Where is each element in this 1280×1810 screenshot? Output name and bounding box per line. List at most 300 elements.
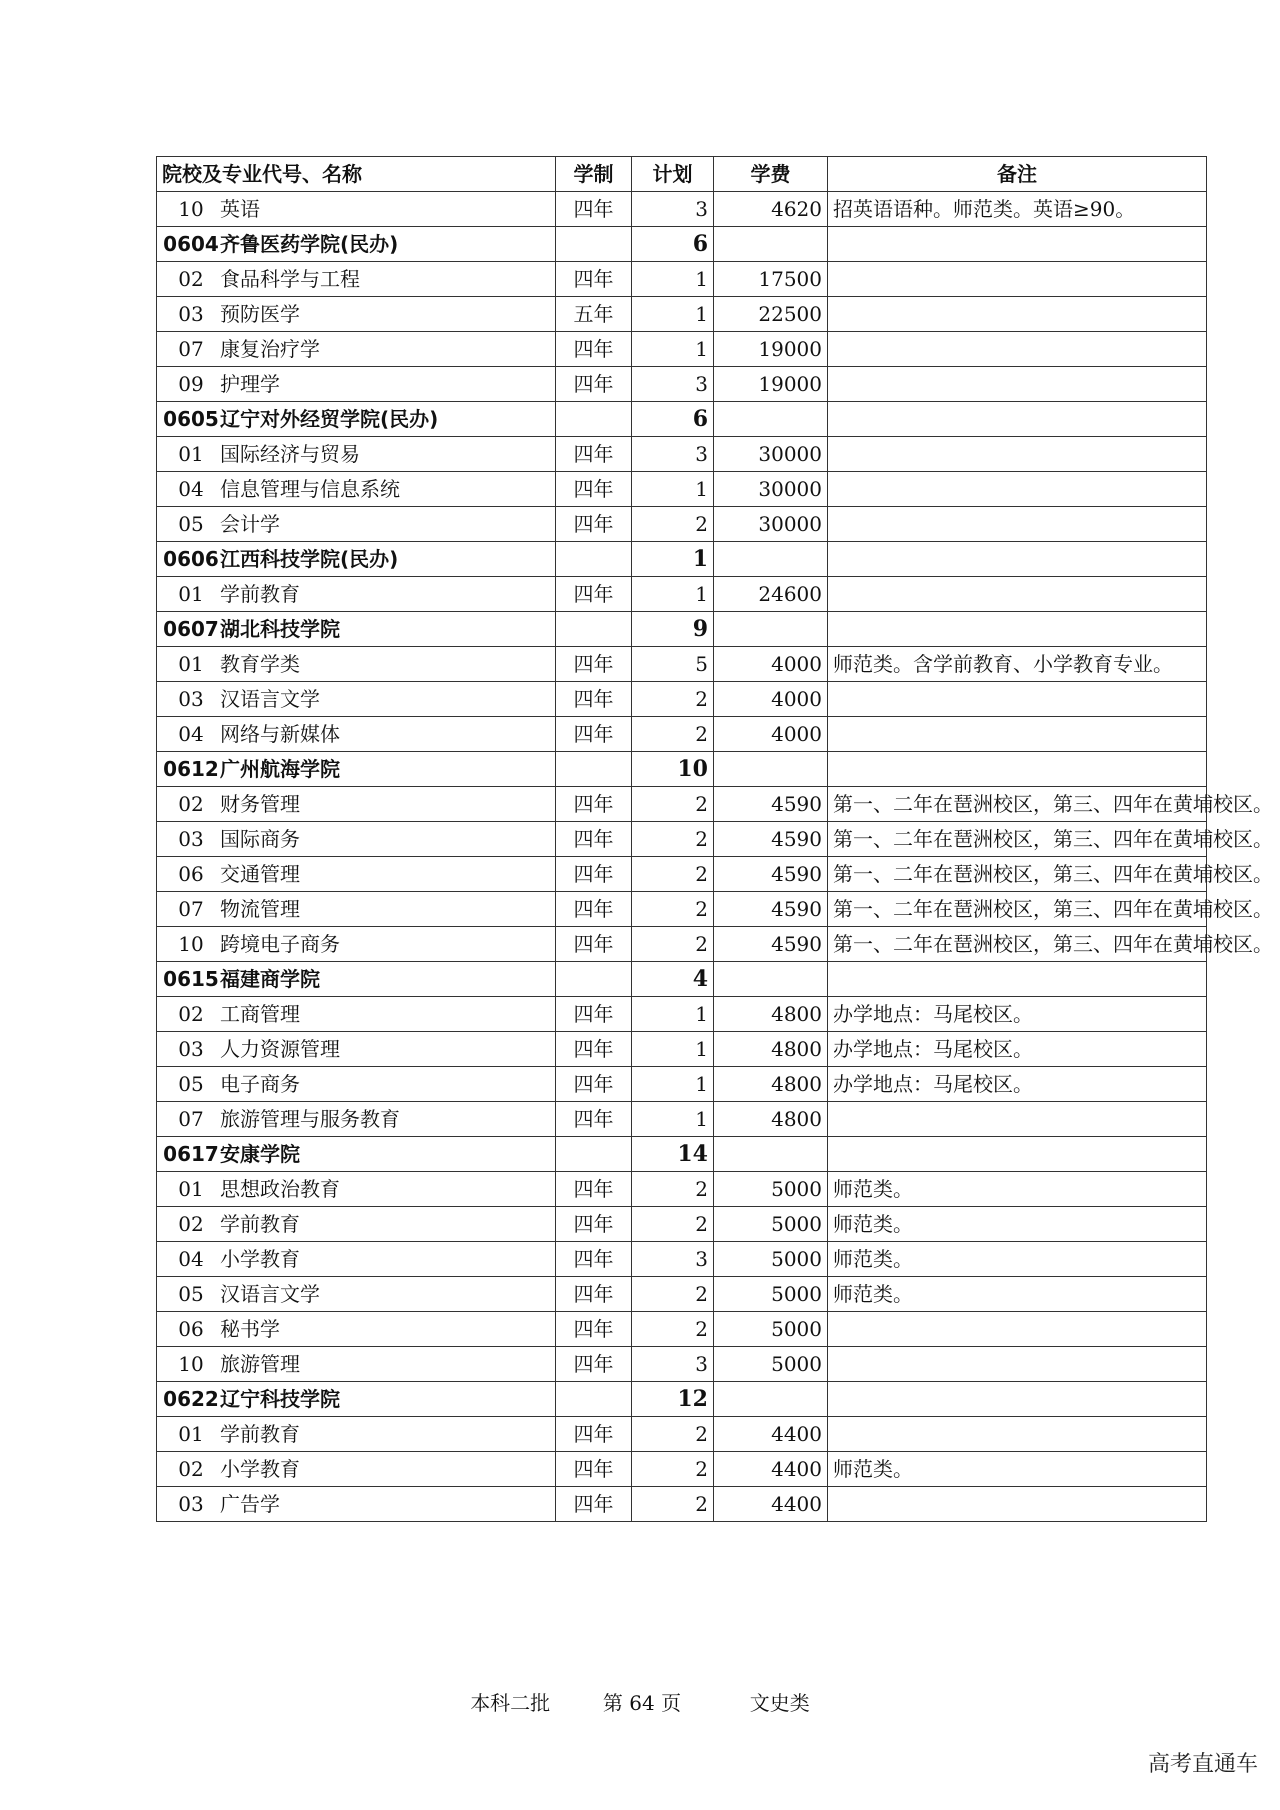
major-years-cell: 四年: [556, 997, 632, 1032]
major-note-cell: [828, 472, 1207, 507]
school-plan-cell: 4: [632, 962, 714, 997]
major-note-cell: 招英语语种。师范类。英语≥90。: [828, 192, 1207, 227]
major-name-cell: [157, 1172, 556, 1207]
major-note-cell: [828, 1417, 1207, 1452]
footer-category: 文史类: [749, 1691, 810, 1715]
major-name-cell: [157, 892, 556, 927]
header-plan: 计划: [632, 157, 714, 192]
major-years-cell: 四年: [556, 787, 632, 822]
school-code: 0617: [163, 1142, 219, 1166]
major-plan-cell: 3: [632, 1347, 714, 1382]
major-row: [157, 1032, 1207, 1067]
major-plan-cell: 3: [632, 437, 714, 472]
major-plan-cell: 1: [632, 262, 714, 297]
major-row: [157, 1417, 1207, 1452]
major-years-cell: 四年: [556, 647, 632, 682]
major-name: 秘书学: [220, 1317, 280, 1341]
major-fee-cell: 4590: [714, 822, 828, 857]
school-name: 江西科技学院(民办): [220, 547, 399, 571]
major-name-cell: [157, 1347, 556, 1382]
major-years-cell: 四年: [556, 1452, 632, 1487]
major-code: 04: [178, 477, 204, 501]
major-name-cell: [157, 1032, 556, 1067]
major-name-cell: [157, 822, 556, 857]
major-plan-cell: 2: [632, 927, 714, 962]
major-row: [157, 787, 1207, 822]
major-fee-cell: 5000: [714, 1347, 828, 1382]
school-plan-cell: 10: [632, 752, 714, 787]
school-fee-cell: [714, 402, 828, 437]
major-name: 康复治疗学: [220, 337, 320, 361]
major-code: 05: [178, 1072, 204, 1096]
school-note-cell: [828, 1382, 1207, 1417]
major-fee-cell: 5000: [714, 1312, 828, 1347]
major-note-cell: 办学地点：马尾校区。: [828, 1032, 1207, 1067]
major-name: 护理学: [220, 372, 280, 396]
major-note-cell: 办学地点：马尾校区。: [828, 997, 1207, 1032]
major-row: [157, 577, 1207, 612]
school-name-cell: [157, 402, 556, 437]
major-code: 07: [178, 1107, 204, 1131]
school-note-cell: [828, 752, 1207, 787]
major-note-cell: 师范类。: [828, 1452, 1207, 1487]
major-name: 交通管理: [220, 862, 300, 886]
major-plan-cell: 1: [632, 997, 714, 1032]
major-note-cell: [828, 297, 1207, 332]
major-row: [157, 1242, 1207, 1277]
school-code: 0612: [163, 757, 219, 781]
major-name-cell: [157, 297, 556, 332]
major-code: 02: [178, 1457, 204, 1481]
school-row: [157, 227, 1207, 262]
major-name: 教育学类: [220, 652, 300, 676]
major-code: 01: [178, 582, 204, 606]
major-name: 信息管理与信息系统: [220, 477, 400, 501]
major-row: [157, 1312, 1207, 1347]
school-code: 0606: [163, 547, 219, 571]
major-row: [157, 472, 1207, 507]
school-code: 0622: [163, 1387, 219, 1411]
major-years-cell: 四年: [556, 1417, 632, 1452]
major-name: 小学教育: [220, 1247, 300, 1271]
major-name-cell: [157, 1452, 556, 1487]
major-name: 电子商务: [220, 1072, 300, 1096]
major-note-cell: [828, 717, 1207, 752]
major-name: 旅游管理与服务教育: [220, 1107, 400, 1131]
major-note-cell: 师范类。: [828, 1172, 1207, 1207]
major-note-cell: 师范类。: [828, 1207, 1207, 1242]
major-name: 思想政治教育: [220, 1177, 340, 1201]
major-note-cell: 第一、二年在琶洲校区，第三、四年在黄埔校区。: [828, 822, 1207, 857]
school-plan-cell: 9: [632, 612, 714, 647]
major-years-cell: 四年: [556, 262, 632, 297]
school-plan-cell: 6: [632, 402, 714, 437]
school-name: 齐鲁医药学院(民办): [220, 232, 399, 256]
major-name-cell: [157, 192, 556, 227]
school-name: 辽宁对外经贸学院(民办): [220, 407, 439, 431]
school-fee-cell: [714, 1382, 828, 1417]
school-years-cell: [556, 752, 632, 787]
major-code: 06: [178, 1317, 204, 1341]
major-years-cell: 四年: [556, 1242, 632, 1277]
major-plan-cell: 5: [632, 647, 714, 682]
major-fee-cell: 22500: [714, 297, 828, 332]
major-code: 02: [178, 792, 204, 816]
major-code: 03: [178, 687, 204, 711]
major-fee-cell: 24600: [714, 577, 828, 612]
major-note-cell: [828, 332, 1207, 367]
major-years-cell: 四年: [556, 1102, 632, 1137]
major-row: [157, 1452, 1207, 1487]
major-note-cell: [828, 1312, 1207, 1347]
major-name: 跨境电子商务: [220, 932, 340, 956]
major-fee-cell: 19000: [714, 332, 828, 367]
major-name-cell: [157, 1417, 556, 1452]
major-fee-cell: 5000: [714, 1277, 828, 1312]
major-plan-cell: 2: [632, 1417, 714, 1452]
major-row: [157, 367, 1207, 402]
major-name: 小学教育: [220, 1457, 300, 1481]
major-plan-cell: 2: [632, 1452, 714, 1487]
school-years-cell: [556, 402, 632, 437]
major-row: [157, 1207, 1207, 1242]
school-name: 湖北科技学院: [220, 617, 340, 641]
major-fee-cell: 4800: [714, 1032, 828, 1067]
major-name-cell: [157, 1242, 556, 1277]
major-years-cell: 四年: [556, 1312, 632, 1347]
school-name-cell: [157, 1137, 556, 1172]
major-name: 英语: [220, 197, 260, 221]
major-name-cell: [157, 437, 556, 472]
major-note-cell: 办学地点：马尾校区。: [828, 1067, 1207, 1102]
major-fee-cell: 4400: [714, 1487, 828, 1522]
school-plan-cell: 12: [632, 1382, 714, 1417]
school-plan-cell: 14: [632, 1137, 714, 1172]
major-name: 预防医学: [220, 302, 300, 326]
header-name: 院校及专业代号、名称: [157, 157, 556, 192]
watermark: 高考直通车: [1147, 1752, 1258, 1777]
major-note-cell: [828, 1487, 1207, 1522]
school-row: [157, 542, 1207, 577]
major-name: 学前教育: [220, 1212, 300, 1236]
page-footer: [0, 1687, 1280, 1716]
major-code: 03: [178, 302, 204, 326]
major-code: 07: [178, 897, 204, 921]
major-code: 10: [178, 1352, 204, 1376]
school-note-cell: [828, 612, 1207, 647]
major-code: 01: [178, 1422, 204, 1446]
school-plan-cell: 1: [632, 542, 714, 577]
admission-plan-table: [156, 156, 1273, 1522]
major-name: 财务管理: [220, 792, 300, 816]
major-years-cell: 四年: [556, 1277, 632, 1312]
major-note-cell: [828, 262, 1207, 297]
major-name: 网络与新媒体: [220, 722, 340, 746]
school-code: 0605: [163, 407, 219, 431]
major-row: [157, 1347, 1207, 1382]
major-years-cell: 四年: [556, 717, 632, 752]
major-fee-cell: 4590: [714, 892, 828, 927]
major-code: 05: [178, 1282, 204, 1306]
major-plan-cell: 3: [632, 192, 714, 227]
major-name-cell: [157, 367, 556, 402]
major-name-cell: [157, 787, 556, 822]
major-row: [157, 1067, 1207, 1102]
major-name: 国际经济与贸易: [220, 442, 360, 466]
major-code: 02: [178, 1212, 204, 1236]
major-plan-cell: 2: [632, 717, 714, 752]
major-note-cell: [828, 507, 1207, 542]
major-years-cell: 四年: [556, 1067, 632, 1102]
major-plan-cell: 2: [632, 787, 714, 822]
major-plan-cell: 1: [632, 1067, 714, 1102]
school-row: [157, 1137, 1207, 1172]
major-fee-cell: 4000: [714, 717, 828, 752]
major-fee-cell: 19000: [714, 367, 828, 402]
major-code: 09: [178, 372, 204, 396]
major-code: 07: [178, 337, 204, 361]
major-row: [157, 332, 1207, 367]
school-row: [157, 962, 1207, 997]
school-plan-cell: 6: [632, 227, 714, 262]
major-years-cell: 四年: [556, 1172, 632, 1207]
major-name-cell: [157, 997, 556, 1032]
school-years-cell: [556, 962, 632, 997]
school-name-cell: [157, 962, 556, 997]
major-row: [157, 682, 1207, 717]
school-row: [157, 402, 1207, 437]
major-note-cell: 第一、二年在琶洲校区，第三、四年在黄埔校区。: [828, 927, 1207, 962]
major-row: [157, 192, 1207, 227]
school-years-cell: [556, 612, 632, 647]
major-years-cell: 四年: [556, 472, 632, 507]
school-name: 安康学院: [220, 1142, 300, 1166]
major-name-cell: [157, 332, 556, 367]
major-years-cell: 四年: [556, 577, 632, 612]
major-name-cell: [157, 1312, 556, 1347]
major-years-cell: 四年: [556, 1207, 632, 1242]
major-code: 01: [178, 1177, 204, 1201]
major-plan-cell: 2: [632, 822, 714, 857]
major-row: [157, 1487, 1207, 1522]
major-name: 食品科学与工程: [220, 267, 360, 291]
major-name: 物流管理: [220, 897, 300, 921]
major-note-cell: [828, 1102, 1207, 1137]
school-code: 0607: [163, 617, 219, 641]
major-plan-cell: 2: [632, 1207, 714, 1242]
major-plan-cell: 1: [632, 297, 714, 332]
major-name: 工商管理: [220, 1002, 300, 1026]
major-note-cell: [828, 1347, 1207, 1382]
major-row: [157, 857, 1207, 892]
school-name: 辽宁科技学院: [220, 1387, 340, 1411]
major-row: [157, 437, 1207, 472]
major-row: [157, 507, 1207, 542]
major-note-cell: 师范类。含学前教育、小学教育专业。: [828, 647, 1207, 682]
school-fee-cell: [714, 612, 828, 647]
major-code: 01: [178, 652, 204, 676]
major-row: [157, 822, 1207, 857]
major-code: 02: [178, 1002, 204, 1026]
major-name-cell: [157, 472, 556, 507]
header-note: 备注: [828, 157, 1207, 192]
major-years-cell: 四年: [556, 1487, 632, 1522]
major-fee-cell: 4800: [714, 1102, 828, 1137]
major-plan-cell: 3: [632, 1242, 714, 1277]
major-row: [157, 1277, 1207, 1312]
major-plan-cell: 1: [632, 577, 714, 612]
major-row: [157, 927, 1207, 962]
major-name-cell: [157, 1207, 556, 1242]
major-fee-cell: 5000: [714, 1242, 828, 1277]
major-name: 会计学: [220, 512, 280, 536]
major-code: 04: [178, 1247, 204, 1271]
major-fee-cell: 4620: [714, 192, 828, 227]
table-header-row: [157, 157, 1207, 192]
major-name: 汉语言文学: [220, 1282, 320, 1306]
major-code: 06: [178, 862, 204, 886]
major-note-cell: [828, 437, 1207, 472]
school-years-cell: [556, 227, 632, 262]
major-plan-cell: 2: [632, 892, 714, 927]
school-name-cell: [157, 752, 556, 787]
footer-page-number: 第 64 页: [602, 1691, 682, 1715]
school-note-cell: [828, 1137, 1207, 1172]
school-row: [157, 612, 1207, 647]
major-plan-cell: 2: [632, 1172, 714, 1207]
major-plan-cell: 2: [632, 1487, 714, 1522]
major-fee-cell: 30000: [714, 437, 828, 472]
major-row: [157, 262, 1207, 297]
major-name-cell: [157, 647, 556, 682]
major-years-cell: 四年: [556, 332, 632, 367]
school-years-cell: [556, 1137, 632, 1172]
major-name-cell: [157, 717, 556, 752]
major-name-cell: [157, 682, 556, 717]
major-code: 01: [178, 442, 204, 466]
school-fee-cell: [714, 752, 828, 787]
major-note-cell: [828, 682, 1207, 717]
major-name-cell: [157, 507, 556, 542]
major-name-cell: [157, 1277, 556, 1312]
major-plan-cell: 2: [632, 1312, 714, 1347]
major-fee-cell: 30000: [714, 507, 828, 542]
school-code: 0615: [163, 967, 219, 991]
school-fee-cell: [714, 962, 828, 997]
major-fee-cell: 4400: [714, 1452, 828, 1487]
major-row: [157, 297, 1207, 332]
school-fee-cell: [714, 227, 828, 262]
major-name: 旅游管理: [220, 1352, 300, 1376]
major-code: 04: [178, 722, 204, 746]
major-name-cell: [157, 1487, 556, 1522]
school-name: 福建商学院: [220, 967, 320, 991]
major-years-cell: 四年: [556, 927, 632, 962]
major-years-cell: 四年: [556, 192, 632, 227]
school-note-cell: [828, 542, 1207, 577]
major-note-cell: 第一、二年在琶洲校区，第三、四年在黄埔校区。: [828, 787, 1207, 822]
major-fee-cell: 17500: [714, 262, 828, 297]
major-code: 05: [178, 512, 204, 536]
major-note-cell: [828, 577, 1207, 612]
major-row: [157, 892, 1207, 927]
footer-batch: 本科二批: [470, 1691, 551, 1715]
school-years-cell: [556, 1382, 632, 1417]
school-fee-cell: [714, 1137, 828, 1172]
major-name-cell: [157, 577, 556, 612]
major-fee-cell: 4400: [714, 1417, 828, 1452]
major-years-cell: 五年: [556, 297, 632, 332]
school-years-cell: [556, 542, 632, 577]
major-years-cell: 四年: [556, 437, 632, 472]
major-fee-cell: 4800: [714, 1067, 828, 1102]
school-note-cell: [828, 227, 1207, 262]
major-years-cell: 四年: [556, 507, 632, 542]
school-row: [157, 1382, 1207, 1417]
school-name-cell: [157, 542, 556, 577]
major-code: 02: [178, 267, 204, 291]
header-fee: 学费: [714, 157, 828, 192]
major-name-cell: [157, 1102, 556, 1137]
major-name: 国际商务: [220, 827, 300, 851]
table-body: [157, 192, 1273, 1522]
major-note-cell: 师范类。: [828, 1277, 1207, 1312]
school-name-cell: [157, 1382, 556, 1417]
major-fee-cell: 4000: [714, 647, 828, 682]
major-row: [157, 717, 1207, 752]
major-note-cell: 第一、二年在琶洲校区，第三、四年在黄埔校区。: [828, 892, 1207, 927]
major-fee-cell: 4590: [714, 857, 828, 892]
major-code: 10: [178, 197, 204, 221]
major-code: 03: [178, 827, 204, 851]
major-row: [157, 1102, 1207, 1137]
major-fee-cell: 4000: [714, 682, 828, 717]
major-name: 汉语言文学: [220, 687, 320, 711]
major-note-cell: 第一、二年在琶洲校区，第三、四年在黄埔校区。: [828, 857, 1207, 892]
major-fee-cell: 4590: [714, 927, 828, 962]
major-row: [157, 647, 1207, 682]
major-plan-cell: 2: [632, 857, 714, 892]
major-name-cell: [157, 262, 556, 297]
school-name-cell: [157, 612, 556, 647]
major-row: [157, 997, 1207, 1032]
school-name-cell: [157, 227, 556, 262]
major-code: 03: [178, 1037, 204, 1061]
major-row: [157, 1172, 1207, 1207]
major-code: 10: [178, 932, 204, 956]
major-years-cell: 四年: [556, 1347, 632, 1382]
major-fee-cell: 4800: [714, 997, 828, 1032]
major-plan-cell: 2: [632, 507, 714, 542]
school-note-cell: [828, 402, 1207, 437]
major-fee-cell: 4590: [714, 787, 828, 822]
major-plan-cell: 2: [632, 1277, 714, 1312]
major-years-cell: 四年: [556, 367, 632, 402]
major-code: 03: [178, 1492, 204, 1516]
major-years-cell: 四年: [556, 857, 632, 892]
school-row: [157, 752, 1207, 787]
major-years-cell: 四年: [556, 1032, 632, 1067]
major-name-cell: [157, 857, 556, 892]
major-name: 学前教育: [220, 1422, 300, 1446]
major-years-cell: 四年: [556, 682, 632, 717]
major-fee-cell: 5000: [714, 1172, 828, 1207]
major-fee-cell: 30000: [714, 472, 828, 507]
major-plan-cell: 1: [632, 1102, 714, 1137]
major-years-cell: 四年: [556, 892, 632, 927]
major-name: 广告学: [220, 1492, 280, 1516]
school-code: 0604: [163, 232, 219, 256]
